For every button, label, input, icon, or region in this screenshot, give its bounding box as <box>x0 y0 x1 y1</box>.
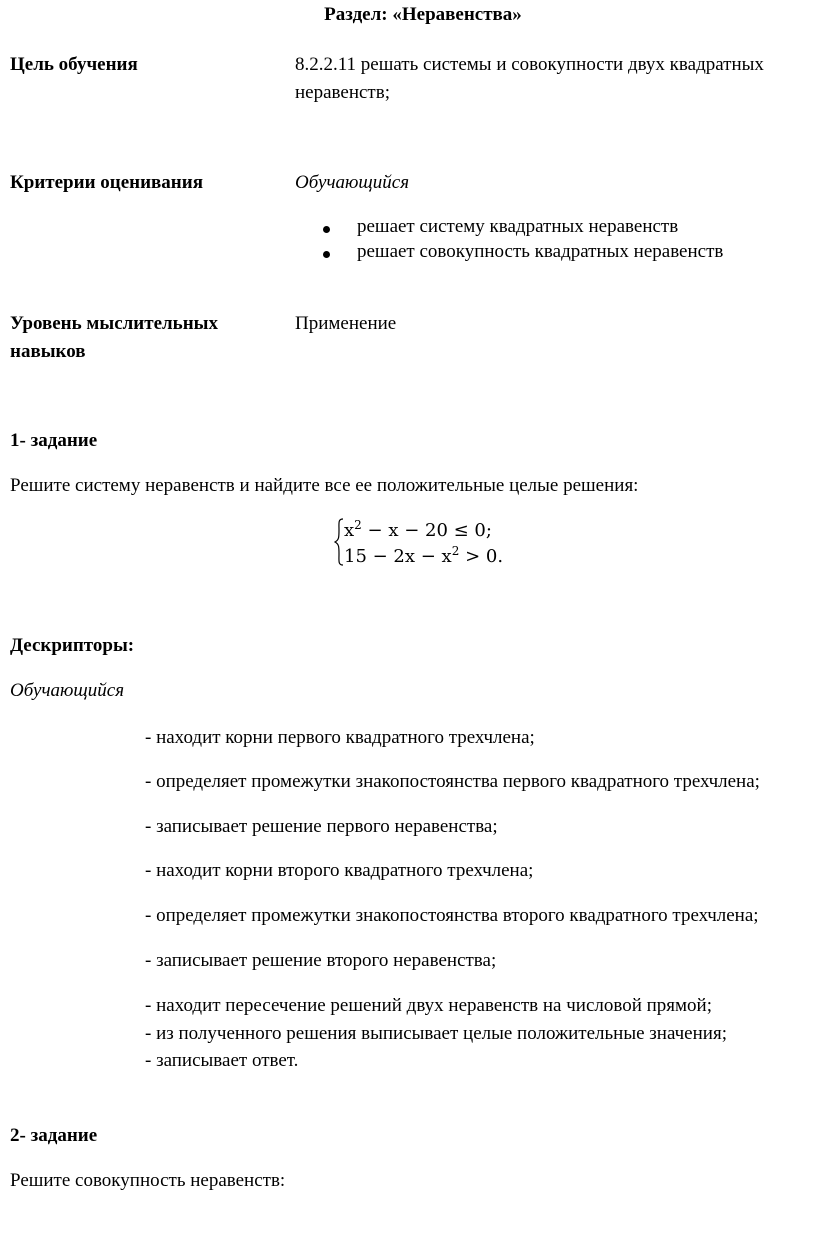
thinking-level-label-line1: Уровень мыслительных <box>10 313 218 334</box>
descriptor-item: - записывает решение первого неравенства; <box>145 816 498 837</box>
criteria-label: Критерии оценивания <box>10 172 203 193</box>
task1-heading: 1- задание <box>10 430 98 451</box>
learning-goal-label: Цель обучения <box>10 54 138 75</box>
descriptor-item: - записывает решение второго неравенства; <box>145 950 497 971</box>
system-equation-1: $x^2 - x - 20 \le 0$; <box>344 518 492 541</box>
descriptor-item: - находит корни первого квадратного трехчлена; <box>145 727 535 748</box>
criteria-item: решает совокупность квадратных неравенств <box>357 241 724 262</box>
thinking-level-value: Применение <box>295 313 397 334</box>
bullet-icon <box>323 226 330 233</box>
descriptor-item: - находит пересечение решений двух неравенств на числовой прямой; <box>145 995 713 1016</box>
system-equation-2: $15 - 2x - x^2 > 0$. <box>344 544 504 567</box>
descriptors-subject: Обучающийся <box>10 680 125 701</box>
descriptor-item: - находит корни второго квадратного трехчлена; <box>145 860 534 881</box>
bullet-icon <box>323 251 330 258</box>
criteria-item: решает систему квадратных неравенств <box>357 216 679 237</box>
task2-instruction: Решите совокупность неравенств: <box>10 1170 286 1191</box>
descriptor-item: - определяет промежутки знакопостоянства второго квадратного трехчлена; <box>145 905 759 926</box>
descriptor-item: - записывает ответ. <box>145 1050 299 1071</box>
descriptors-heading: Дескрипторы: <box>10 635 135 656</box>
criteria-subject: Обучающийся <box>295 172 410 193</box>
task1-instruction: Решите систему неравенств и найдите все ее положительные целые решения: <box>10 475 639 496</box>
learning-goal-line2: неравенств; <box>295 82 390 103</box>
system-brace-icon <box>334 518 344 566</box>
thinking-level-label-line2: навыков <box>10 341 86 362</box>
section-title: Раздел: «Неравенства» <box>324 4 522 25</box>
learning-goal-line1: 8.2.2.11 решать системы и совокупности двух квадратных <box>295 54 764 75</box>
task2-heading: 2- задание <box>10 1125 98 1146</box>
descriptor-item: - из полученного решения выписывает целые положительные значения; <box>145 1023 727 1044</box>
descriptor-item: - определяет промежутки знакопостоянства первого квадратного трехчлена; <box>145 771 760 792</box>
